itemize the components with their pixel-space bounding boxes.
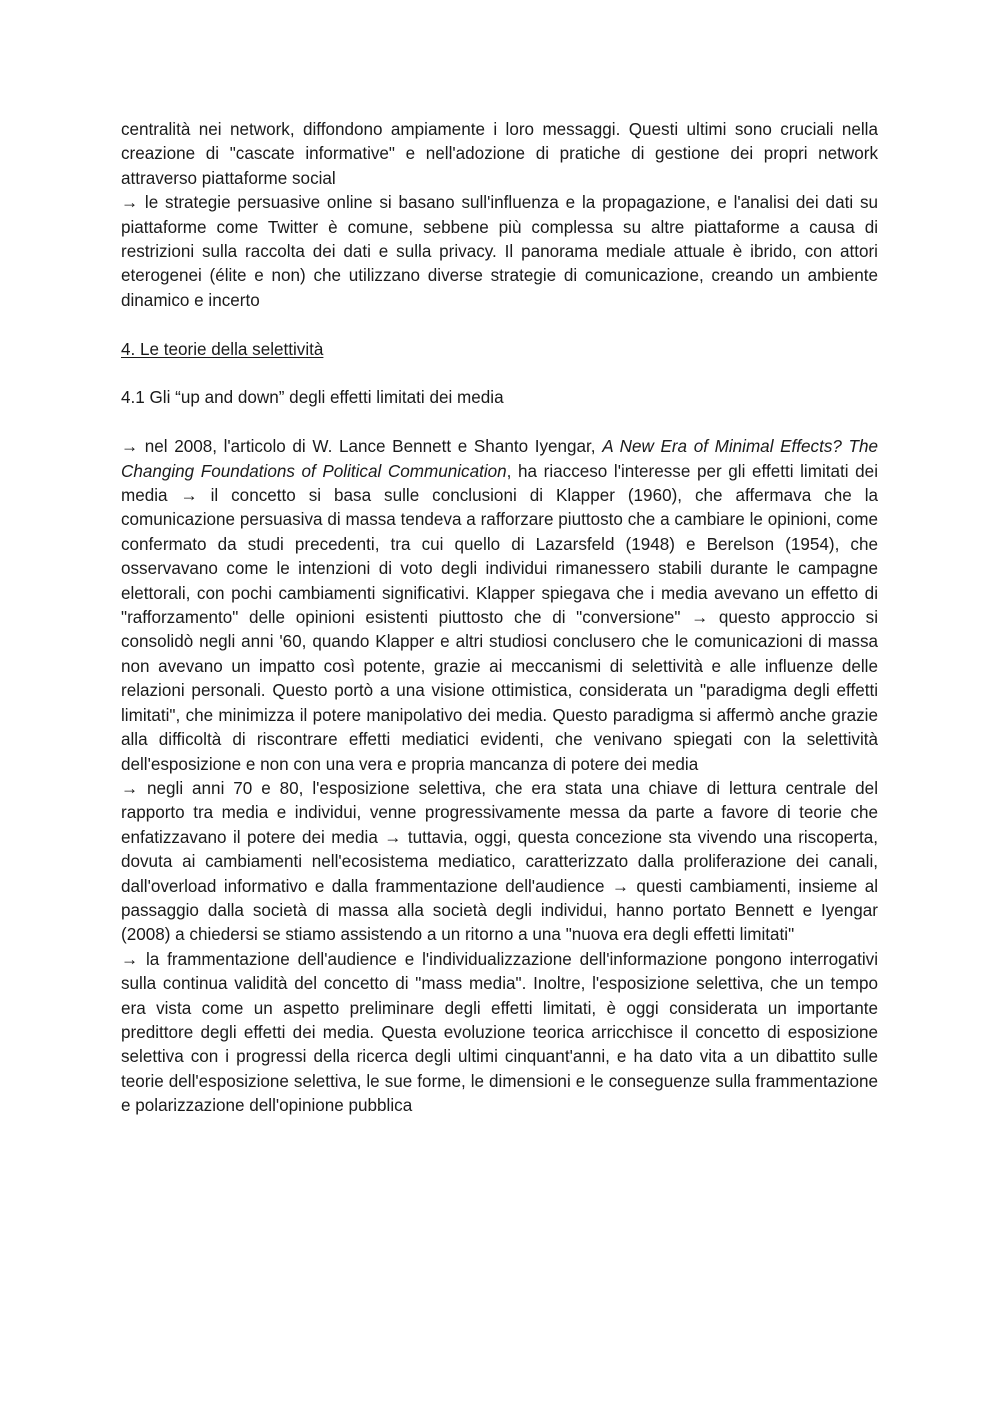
intro-arrow-paragraph: → le strategie persuasive online si basano sull'influenza e la propagazione, e l'analisi dei dati su piattaforme come Twitter è comune, sebbene più complessa su altre piattaforme a causa di restrizioni sulla raccolta dei dati e sulla privacy. Il panorama mediale attuale è ibrido, con attori eterogenei (élite e non) che utilizzano diverse strategie di comunicazione, creando un ambiente dinamico e incerto: [121, 193, 878, 310]
section-heading: 4. Le teorie della selettività: [121, 339, 324, 359]
spacer: [121, 411, 878, 435]
body-paragraph-3: → la frammentazione dell'audience e l'individualizzazione dell'informazione pongono interrogativi sulla continua validità del concetto di "mass media". Inoltre, l'esposizione selettiva, che un tempo era vista come un aspetto preliminare degli effetti limitati, è oggi considerata un importante predittore degli effetti dei media. Questa evoluzione teorica arricchisce il concetto di esposizione selettiva con i progressi della ricerca degli ultimi cinquant'anni, e ha dato vita a un dibattito sulle teorie dell'esposizione selettiva, le sue forme, le dimensioni e le conseguenze sulla frammentazione e polarizzazione dell'opinione pubblica: [121, 949, 878, 1116]
spacer: [121, 362, 878, 386]
article-title: A New Era of Minimal Effects? The Changing Foundations of Political Communication: [121, 437, 878, 481]
subsection-heading: 4.1 Gli “up and down” degli effetti limitati dei media: [121, 388, 504, 408]
paragraph-1-suffix: , ha riacceso l'interesse per gli effetti limitati dei media → il concetto si basa sulle conclusioni di Klapper (1960), che affermava che la comunicazione persuasiva di massa tendeva a rafforzare piuttosto che a cambiare le opinioni, come confermato da studi precedenti, tra cui quello di Lazarsfeld (1948) e Berelson (1954), che osservavano come le intenzioni di voto degli individui rimanessero stabili durante le campagne elettorali, con pochi cambiamenti significativi. Klapper spiegava che i media avevano un effetto di "rafforzamento" delle opinioni esistenti piuttosto che di "conversione" → questo approccio si consolidò negli anni '60, quando Klapper e altri studiosi conclusero che le comunicazioni di massa non avevano un impatto così potente, grazie ai meccanismi di selettività e alle influenze delle relazioni personali. Questo portò a una visione ottimistica, considerata un "paradigma degli effetti limitati", che minimizza il potere manipolativo dei media. Questo paradigma si affermò anche grazie alla difficoltà di riscontrare effetti mediatici evidenti, che venivano spiegati con la selettività dell'esposizione e non con una vera e propria mancanza di potere dei media: [121, 461, 878, 774]
intro-paragraph: centralità nei network, diffondono ampiamente i loro messaggi. Questi ultimi sono cruciali nella creazione di "cascate informative" e nell'adozione di pratiche di gestione dei propri network attraverso piattaforme social: [121, 120, 878, 188]
body-paragraph-1: [121, 435, 878, 777]
spacer: [121, 313, 878, 337]
body-paragraph-2: → negli anni 70 e 80, l'esposizione selettiva, che era stata una chiave di lettura centrale del rapporto tra media e individui, venne progressivamente messa da parte a favore di teorie che enfatizzavano il potere dei media → tuttavia, oggi, questa concezione sta vivendo una riscoperta, dovuta ai cambiamenti nell'ecosistema mediatico, caratterizzato dalla proliferazione dei canali, dall'overload informativo e dalla frammentazione dell'audience → questi cambiamenti, insieme al passaggio dalla società di massa alla società degli individui, hanno portato Bennett e Iyengar (2008) a chiedersi se stiamo assistendo a un ritorno a una "nuova era degli effetti limitati": [121, 778, 878, 945]
paragraph-1-prefix: → nel 2008, l'articolo di W. Lance Bennett e Shanto Iyengar,: [121, 437, 603, 457]
document-page: [121, 118, 878, 1119]
